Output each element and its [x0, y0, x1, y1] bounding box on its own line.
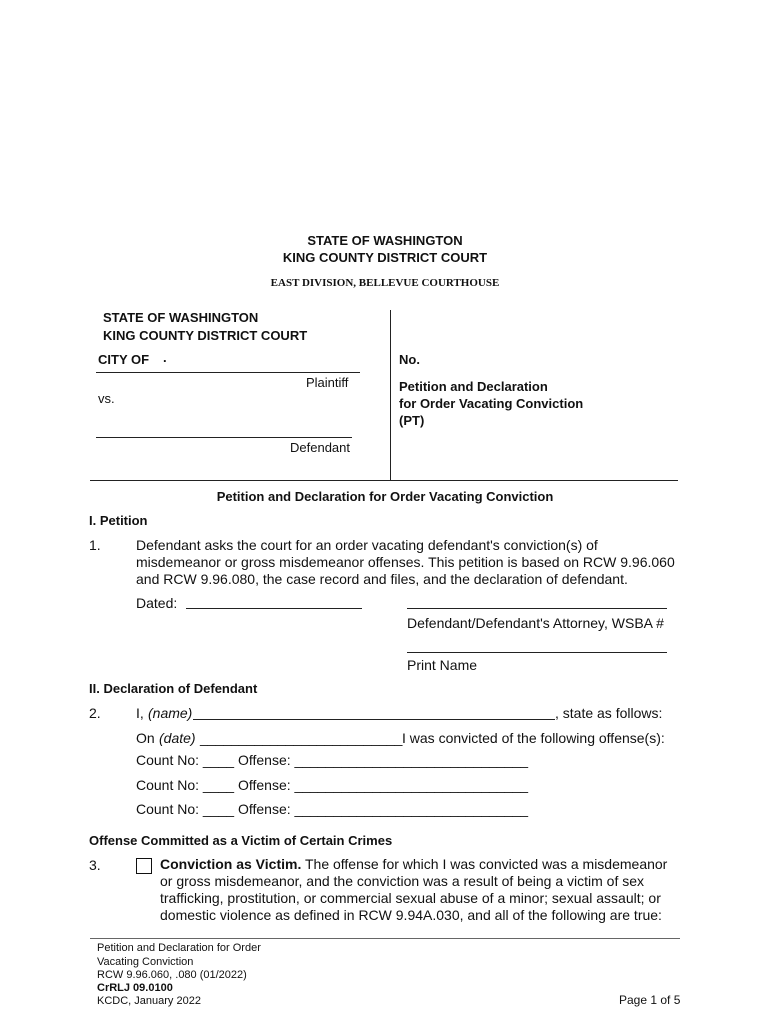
footer-rule: [90, 938, 680, 939]
print-name-line[interactable]: [407, 652, 667, 653]
defendant-label: Defendant: [290, 440, 350, 455]
signature-line[interactable]: [407, 608, 667, 609]
caption-bottom-line: [90, 480, 678, 481]
date-hint: (date): [159, 730, 196, 746]
section1-item-number: 1.: [89, 537, 101, 553]
city-underline: [96, 372, 360, 373]
conviction-as-victim-checkbox[interactable]: [136, 858, 152, 874]
doc-title-line1: Petition and Declaration: [399, 379, 548, 394]
case-no-label: No.: [399, 352, 420, 367]
print-name-label: Print Name: [407, 657, 478, 673]
section2-item-number: 2.: [89, 705, 101, 721]
section3-body: The offense for which I was convicted was a misdemeanor or gross misdemeanor, and the conviction was a result of being a victim of sex trafficking, prostitution, or commercial sexual abuse of a minor; sexual assault; or domestic violence as defined in RCW 9.94A.030, and all of the following are true:: [160, 856, 668, 923]
city-value[interactable]: .: [163, 350, 167, 365]
footer-line1: Petition and Declaration for Order: [97, 942, 261, 954]
count-line[interactable]: Count No: ____ Offense: ______________________________: [136, 777, 529, 793]
footer-line5: KCDC, January 2022: [97, 995, 201, 1007]
dated-line[interactable]: [186, 608, 362, 609]
header-court: KING COUNTY DISTRICT COURT: [282, 250, 488, 265]
section3-heading: Offense Committed as a Victim of Certain Crimes: [89, 833, 393, 848]
footer-line2: Vacating Conviction: [97, 956, 194, 968]
footer-line3: RCW 9.96.060, .080 (01/2022): [97, 969, 247, 981]
section1-heading: I. Petition: [89, 513, 148, 528]
caption-divider: [390, 310, 391, 480]
doc-title-line2: for Order Vacating Conviction: [399, 396, 584, 411]
header-division: EAST DIVISION, BELLEVUE COURTHOUSE: [270, 277, 500, 289]
section1-text: Defendant asks the court for an order vacating defendant's conviction(s) of misdemeanor or gross misdemeanor offenses. This petition is based on RCW 9.96.060 and RCW 9.96.080, the case record and files, and the declaration of defendant.: [136, 537, 675, 587]
footer-line4: CrRLJ 09.0100: [97, 982, 173, 994]
defendant-underline: [96, 437, 352, 438]
caption-state: STATE OF WASHINGTON: [103, 310, 259, 325]
section2-heading: II. Declaration of Defendant: [89, 681, 258, 696]
dated-label: Dated:: [136, 595, 178, 611]
count-line[interactable]: Count No: ____ Offense: ______________________________: [136, 752, 529, 768]
section3-item-number: 3.: [89, 857, 101, 873]
name-line[interactable]: [193, 719, 555, 720]
header-state: STATE OF WASHINGTON: [307, 233, 463, 248]
count-line[interactable]: Count No: ____ Offense: ______________________________: [136, 801, 529, 817]
section3-text: [160, 856, 680, 924]
city-label: CITY OF: [98, 352, 150, 367]
main-title: Petition and Declaration for Order Vacating Conviction: [216, 489, 554, 504]
section3-bold-lead: Conviction as Victim.: [160, 856, 302, 872]
signature-label: Defendant/Defendant's Attorney, WSBA #: [407, 615, 664, 631]
convicted-text: I was convicted of the following offense(s):: [402, 730, 665, 746]
i-label: I,: [136, 705, 144, 721]
plaintiff-label: Plaintiff: [306, 375, 349, 390]
name-hint: (name): [148, 705, 193, 721]
vs-label: vs.: [98, 391, 115, 406]
doc-title-line3: (PT): [399, 413, 425, 428]
state-follows-text: , state as follows:: [555, 705, 663, 721]
date-blank[interactable]: __________________________: [200, 730, 403, 746]
page-number: Page 1 of 5: [619, 993, 681, 1007]
on-label: On: [136, 730, 155, 746]
caption-court: KING COUNTY DISTRICT COURT: [103, 328, 308, 343]
